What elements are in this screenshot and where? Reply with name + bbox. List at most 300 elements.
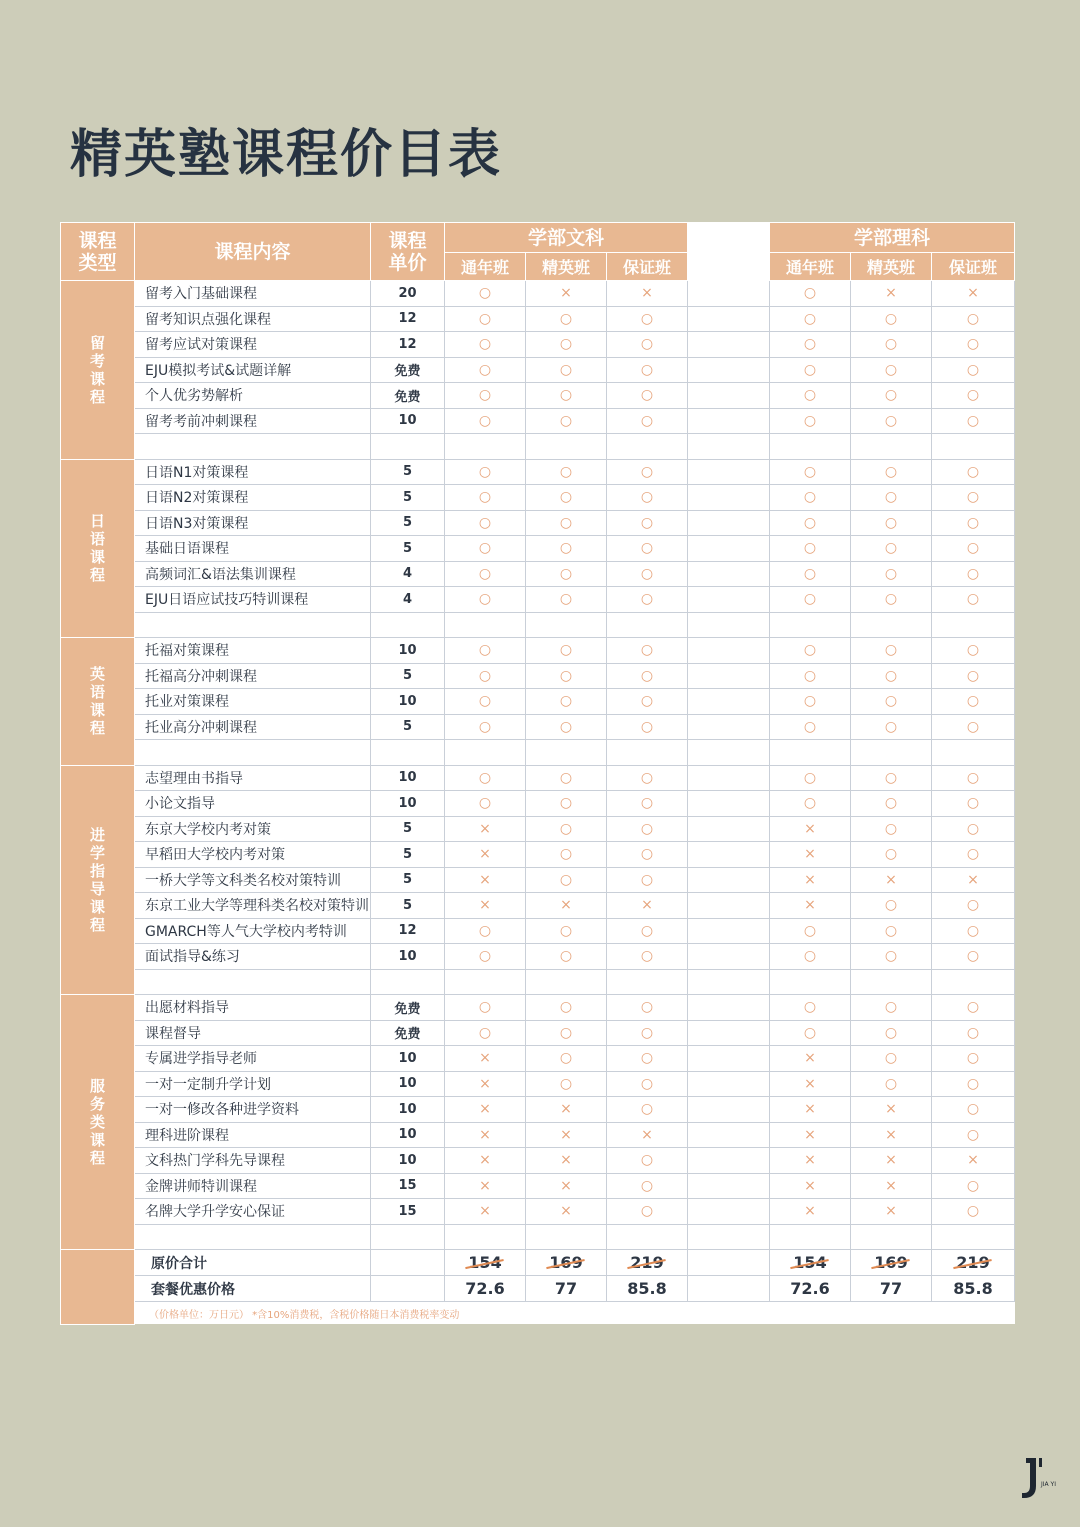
included-mark: ○ [445, 918, 526, 944]
course-price: 12 [371, 306, 445, 332]
table-row [61, 765, 1015, 791]
included-mark: ○ [932, 561, 1015, 587]
included-mark: ○ [607, 714, 688, 740]
header-sci-guarantee: 保证班 [932, 253, 1015, 281]
original-price-cell [770, 1250, 851, 1276]
included-mark: ○ [526, 510, 607, 536]
not-included-mark: × [526, 281, 607, 307]
original-price: 154 [468, 1253, 502, 1272]
included-mark: ○ [851, 1071, 932, 1097]
included-mark: ○ [851, 944, 932, 970]
included-mark: ○ [770, 689, 851, 715]
included-mark: ○ [770, 357, 851, 383]
course-name: 理科进阶课程 [135, 1122, 371, 1148]
included-mark: ○ [932, 408, 1015, 434]
course-name: 一对一修改各种进学资料 [135, 1097, 371, 1123]
course-name: 一对一定制升学计划 [135, 1071, 371, 1097]
package-price-label: 套餐优惠价格 [135, 1276, 371, 1302]
course-name: 日语N3对策课程 [135, 510, 371, 536]
included-mark: ○ [932, 765, 1015, 791]
included-mark: ○ [932, 459, 1015, 485]
column-gap [688, 485, 770, 511]
header-sci-annual: 通年班 [770, 253, 851, 281]
column-gap [688, 1046, 770, 1072]
not-included-mark: × [851, 281, 932, 307]
included-mark: ○ [851, 791, 932, 817]
table-row [61, 357, 1015, 383]
table-row [61, 1173, 1015, 1199]
column-gap [688, 1071, 770, 1097]
course-name: 日语N1对策课程 [135, 459, 371, 485]
included-mark: ○ [445, 408, 526, 434]
column-gap [688, 638, 770, 664]
section-spacer-row [61, 969, 1015, 995]
table-row [61, 944, 1015, 970]
column-gap [688, 459, 770, 485]
not-included-mark: × [770, 816, 851, 842]
svg-text:JIA YI: JIA YI [1041, 1481, 1056, 1488]
table-row [61, 816, 1015, 842]
course-price: 10 [371, 689, 445, 715]
category-text: 留考课程 [89, 333, 105, 406]
included-mark: ○ [607, 1199, 688, 1225]
course-price: 15 [371, 1199, 445, 1225]
table-row [61, 383, 1015, 409]
course-name: 专属进学指导老师 [135, 1046, 371, 1072]
course-name: 托福高分冲刺课程 [135, 663, 371, 689]
package-price: 77 [851, 1276, 932, 1302]
course-price: 12 [371, 918, 445, 944]
included-mark: ○ [607, 918, 688, 944]
course-price: 10 [371, 408, 445, 434]
course-name: 托业高分冲刺课程 [135, 714, 371, 740]
empty-cell [135, 434, 371, 460]
empty-cell [770, 1224, 851, 1250]
included-mark: ○ [607, 510, 688, 536]
column-gap [688, 791, 770, 817]
included-mark: ○ [851, 1046, 932, 1072]
course-price: 4 [371, 561, 445, 587]
column-gap [688, 281, 770, 307]
empty-cell [526, 1224, 607, 1250]
course-name: 东京大学校内考对策 [135, 816, 371, 842]
empty-cell [607, 434, 688, 460]
course-name: EJU模拟考试&试题详解 [135, 357, 371, 383]
table-row [61, 1097, 1015, 1123]
included-mark: ○ [526, 485, 607, 511]
included-mark: ○ [526, 332, 607, 358]
original-price-cell [932, 1250, 1015, 1276]
course-name: 名牌大学升学安心保证 [135, 1199, 371, 1225]
included-mark: ○ [526, 383, 607, 409]
included-mark: ○ [932, 638, 1015, 664]
empty-cell [371, 969, 445, 995]
course-name: 文科热门学科先导课程 [135, 1148, 371, 1174]
course-price: 5 [371, 893, 445, 919]
course-name: 早稻田大学校内考对策 [135, 842, 371, 868]
included-mark: ○ [932, 995, 1015, 1021]
included-mark: ○ [445, 561, 526, 587]
totals-category-block [61, 1250, 135, 1325]
column-gap [688, 383, 770, 409]
included-mark: ○ [526, 791, 607, 817]
included-mark: ○ [526, 918, 607, 944]
empty-cell [932, 969, 1015, 995]
not-included-mark: × [770, 1071, 851, 1097]
included-mark: ○ [932, 689, 1015, 715]
course-price: 10 [371, 1097, 445, 1123]
included-mark: ○ [526, 663, 607, 689]
course-name: 基础日语课程 [135, 536, 371, 562]
table-row [61, 1122, 1015, 1148]
course-price: 免费 [371, 357, 445, 383]
course-name: 面试指导&练习 [135, 944, 371, 970]
empty-cell [688, 969, 770, 995]
included-mark: ○ [526, 1046, 607, 1072]
empty-cell [607, 1224, 688, 1250]
package-price: 72.6 [445, 1276, 526, 1302]
included-mark: ○ [526, 536, 607, 562]
empty-cell [526, 434, 607, 460]
column-gap [688, 1020, 770, 1046]
course-price: 5 [371, 459, 445, 485]
price-note: （价格单位：万日元） *含10%消费税，含税价格随日本消费税率变动 [135, 1302, 1015, 1325]
included-mark: ○ [445, 765, 526, 791]
category-text: 进学指导课程 [89, 825, 105, 934]
not-included-mark: × [445, 816, 526, 842]
not-included-mark: × [445, 1097, 526, 1123]
not-included-mark: × [445, 1046, 526, 1072]
not-included-mark: × [851, 1199, 932, 1225]
included-mark: ○ [770, 638, 851, 664]
included-mark: ○ [932, 1199, 1015, 1225]
included-mark: ○ [770, 944, 851, 970]
original-price-cell [526, 1250, 607, 1276]
included-mark: ○ [851, 638, 932, 664]
included-mark: ○ [770, 714, 851, 740]
course-price: 免费 [371, 995, 445, 1021]
included-mark: ○ [607, 357, 688, 383]
category-label [61, 995, 135, 1250]
section-spacer-row [61, 612, 1015, 638]
included-mark: ○ [607, 587, 688, 613]
original-price: 154 [793, 1253, 827, 1272]
table-row [61, 281, 1015, 307]
original-price: 219 [956, 1253, 990, 1272]
included-mark: ○ [851, 536, 932, 562]
included-mark: ○ [851, 893, 932, 919]
included-mark: ○ [607, 1097, 688, 1123]
included-mark: ○ [607, 765, 688, 791]
included-mark: ○ [851, 485, 932, 511]
empty-cell [770, 612, 851, 638]
column-gap [688, 918, 770, 944]
column-gap [688, 842, 770, 868]
included-mark: ○ [607, 408, 688, 434]
course-name: 留考考前冲刺课程 [135, 408, 371, 434]
column-gap [688, 536, 770, 562]
original-price-cell [851, 1250, 932, 1276]
not-included-mark: × [851, 867, 932, 893]
included-mark: ○ [851, 357, 932, 383]
original-total-row [61, 1250, 1015, 1276]
table-row [61, 587, 1015, 613]
included-mark: ○ [932, 663, 1015, 689]
empty-cell [932, 740, 1015, 766]
not-included-mark: × [770, 893, 851, 919]
included-mark: ○ [851, 561, 932, 587]
included-mark: ○ [932, 1020, 1015, 1046]
included-mark: ○ [770, 587, 851, 613]
not-included-mark: × [445, 893, 526, 919]
price-table [60, 222, 1015, 1325]
included-mark: ○ [932, 944, 1015, 970]
empty-cell [851, 1224, 932, 1250]
empty-cell [932, 612, 1015, 638]
table-row [61, 408, 1015, 434]
included-mark: ○ [445, 383, 526, 409]
included-mark: ○ [932, 1046, 1015, 1072]
not-included-mark: × [851, 1173, 932, 1199]
empty-cell [607, 612, 688, 638]
included-mark: ○ [851, 306, 932, 332]
column-gap [688, 893, 770, 919]
not-included-mark: × [526, 1199, 607, 1225]
included-mark: ○ [770, 765, 851, 791]
empty-cell [135, 969, 371, 995]
included-mark: ○ [607, 791, 688, 817]
not-included-mark: × [445, 1148, 526, 1174]
included-mark: ○ [607, 689, 688, 715]
not-included-mark: × [526, 1122, 607, 1148]
section-spacer-row [61, 1224, 1015, 1250]
section-spacer-row [61, 434, 1015, 460]
course-price: 4 [371, 587, 445, 613]
course-price: 5 [371, 842, 445, 868]
column-gap [688, 510, 770, 536]
header-sci-elite: 精英班 [851, 253, 932, 281]
included-mark: ○ [770, 485, 851, 511]
course-name: 高频词汇&语法集训课程 [135, 561, 371, 587]
empty-cell [932, 1224, 1015, 1250]
included-mark: ○ [932, 714, 1015, 740]
not-included-mark: × [851, 1122, 932, 1148]
course-name: 出愿材料指导 [135, 995, 371, 1021]
course-name: 留考入门基础课程 [135, 281, 371, 307]
empty-cell [851, 612, 932, 638]
empty-cell [851, 969, 932, 995]
category-label [61, 281, 135, 460]
included-mark: ○ [607, 816, 688, 842]
included-mark: ○ [851, 1020, 932, 1046]
course-name: 一桥大学等文科类名校对策特训 [135, 867, 371, 893]
category-label [61, 765, 135, 995]
table-row [61, 510, 1015, 536]
course-price: 免费 [371, 383, 445, 409]
empty-cell [371, 1250, 445, 1276]
header-course-content: 课程内容 [135, 223, 371, 281]
included-mark: ○ [607, 561, 688, 587]
included-mark: ○ [770, 408, 851, 434]
included-mark: ○ [770, 791, 851, 817]
included-mark: ○ [770, 332, 851, 358]
course-name: 日语N2对策课程 [135, 485, 371, 511]
course-price: 10 [371, 1071, 445, 1097]
included-mark: ○ [770, 561, 851, 587]
column-gap [688, 944, 770, 970]
included-mark: ○ [445, 357, 526, 383]
header-lib-elite: 精英班 [526, 253, 607, 281]
empty-cell [445, 969, 526, 995]
included-mark: ○ [607, 1020, 688, 1046]
header-gap [688, 223, 770, 281]
original-price-cell [607, 1250, 688, 1276]
included-mark: ○ [445, 995, 526, 1021]
included-mark: ○ [607, 995, 688, 1021]
included-mark: ○ [445, 714, 526, 740]
included-mark: ○ [445, 306, 526, 332]
column-gap [688, 587, 770, 613]
included-mark: ○ [770, 995, 851, 1021]
course-price: 10 [371, 638, 445, 664]
course-price: 10 [371, 944, 445, 970]
included-mark: ○ [932, 918, 1015, 944]
included-mark: ○ [607, 383, 688, 409]
table-row [61, 536, 1015, 562]
table-row [61, 1020, 1015, 1046]
not-included-mark: × [526, 1173, 607, 1199]
included-mark: ○ [851, 842, 932, 868]
included-mark: ○ [445, 536, 526, 562]
included-mark: ○ [932, 842, 1015, 868]
course-price: 10 [371, 1148, 445, 1174]
not-included-mark: × [607, 893, 688, 919]
empty-cell [371, 1276, 445, 1302]
not-included-mark: × [770, 1046, 851, 1072]
included-mark: ○ [526, 587, 607, 613]
included-mark: ○ [445, 791, 526, 817]
included-mark: ○ [526, 408, 607, 434]
table-row [61, 561, 1015, 587]
included-mark: ○ [607, 536, 688, 562]
included-mark: ○ [607, 1071, 688, 1097]
included-mark: ○ [932, 1173, 1015, 1199]
package-price: 85.8 [607, 1276, 688, 1302]
course-name: 志望理由书指导 [135, 765, 371, 791]
included-mark: ○ [770, 383, 851, 409]
column-gap [688, 408, 770, 434]
included-mark: ○ [851, 714, 932, 740]
header-course-type: 课程 类型 [61, 223, 135, 281]
included-mark: ○ [932, 893, 1015, 919]
included-mark: ○ [770, 1020, 851, 1046]
column-gap [688, 1122, 770, 1148]
empty-cell [607, 740, 688, 766]
included-mark: ○ [526, 714, 607, 740]
course-price: 12 [371, 332, 445, 358]
table-row [61, 459, 1015, 485]
empty-cell [371, 612, 445, 638]
table-row [61, 714, 1015, 740]
included-mark: ○ [851, 332, 932, 358]
original-price: 169 [874, 1253, 908, 1272]
not-included-mark: × [445, 842, 526, 868]
header-unit-price: 课程 单价 [371, 223, 445, 281]
included-mark: ○ [607, 485, 688, 511]
included-mark: ○ [607, 332, 688, 358]
included-mark: ○ [445, 459, 526, 485]
column-gap [688, 689, 770, 715]
included-mark: ○ [851, 689, 932, 715]
course-name: 托福对策课程 [135, 638, 371, 664]
not-included-mark: × [770, 1097, 851, 1123]
included-mark: ○ [770, 510, 851, 536]
table-row [61, 867, 1015, 893]
included-mark: ○ [607, 1046, 688, 1072]
included-mark: ○ [932, 510, 1015, 536]
column-gap [688, 816, 770, 842]
included-mark: ○ [851, 995, 932, 1021]
original-price: 169 [549, 1253, 583, 1272]
included-mark: ○ [526, 867, 607, 893]
included-mark: ○ [851, 587, 932, 613]
column-gap [688, 867, 770, 893]
included-mark: ○ [932, 536, 1015, 562]
empty-cell [688, 434, 770, 460]
included-mark: ○ [607, 842, 688, 868]
included-mark: ○ [607, 867, 688, 893]
empty-cell [526, 969, 607, 995]
not-included-mark: × [770, 1122, 851, 1148]
included-mark: ○ [932, 306, 1015, 332]
table-row [61, 485, 1015, 511]
column-gap [688, 714, 770, 740]
category-label [61, 459, 135, 638]
table-row [61, 1046, 1015, 1072]
not-included-mark: × [445, 867, 526, 893]
column-gap [688, 306, 770, 332]
not-included-mark: × [770, 1148, 851, 1174]
empty-cell [770, 740, 851, 766]
package-price-row [61, 1276, 1015, 1302]
empty-cell [135, 1224, 371, 1250]
included-mark: ○ [932, 332, 1015, 358]
column-gap [688, 357, 770, 383]
included-mark: ○ [526, 357, 607, 383]
note-row [61, 1302, 1015, 1325]
included-mark: ○ [607, 638, 688, 664]
not-included-mark: × [932, 281, 1015, 307]
not-included-mark: × [932, 1148, 1015, 1174]
included-mark: ○ [526, 1020, 607, 1046]
included-mark: ○ [526, 995, 607, 1021]
included-mark: ○ [526, 1071, 607, 1097]
course-name: 课程督导 [135, 1020, 371, 1046]
not-included-mark: × [607, 281, 688, 307]
course-name: 金牌讲师特训课程 [135, 1173, 371, 1199]
included-mark: ○ [607, 459, 688, 485]
package-price: 77 [526, 1276, 607, 1302]
course-price: 5 [371, 485, 445, 511]
column-gap [688, 663, 770, 689]
table-row [61, 332, 1015, 358]
included-mark: ○ [445, 332, 526, 358]
included-mark: ○ [607, 1148, 688, 1174]
course-price: 5 [371, 816, 445, 842]
course-price: 10 [371, 791, 445, 817]
included-mark: ○ [526, 638, 607, 664]
empty-cell [371, 1224, 445, 1250]
